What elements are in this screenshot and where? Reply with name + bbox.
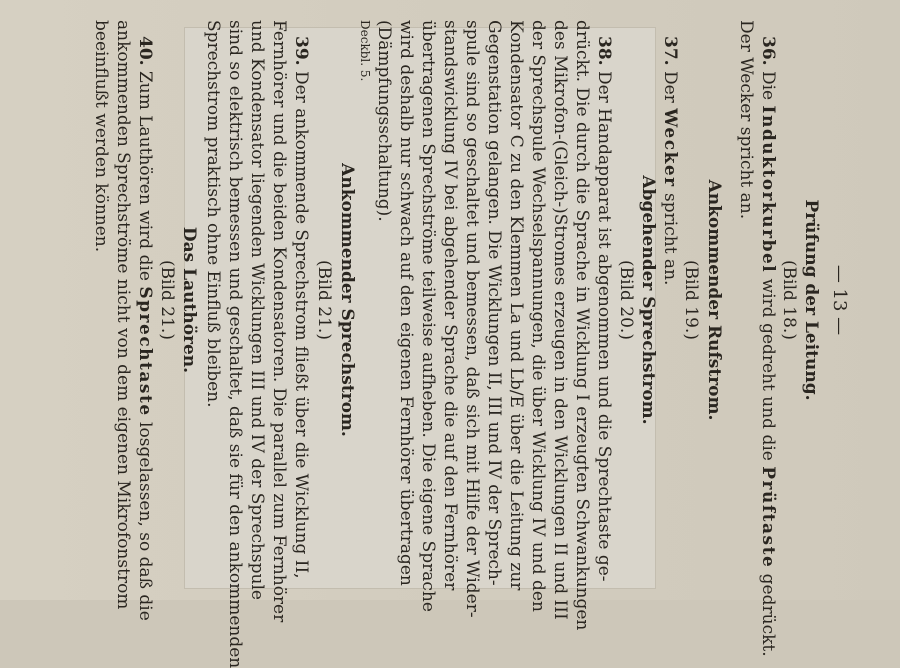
item-39-line-1: Fernhörer und die beiden Kondensatoren. Die parallel zum Fernhörer	[269, 20, 289, 623]
item-38-line-2: des Mikrofon-(Gleich-)Stromes erzeugen in den Wicklungen II und III	[550, 20, 570, 620]
item-36-text-a: Die	[758, 70, 778, 106]
item-38-line-6: spule sind so geschaltet und bemessen, daß sich mit Hilfe der Wider-	[462, 20, 482, 618]
item-36-number: 36.	[758, 36, 778, 66]
figure-ref-20: (Bild 20.)	[616, 260, 636, 340]
heading-lauthoeren: Das Lauthören.	[179, 226, 199, 374]
item-37-number: 37.	[660, 36, 680, 66]
item-39-line-3: sind so elektrisch bemessen und geschaltet, daß sie für den ankommenden	[225, 20, 245, 668]
item-36-text-c: wird gedreht und die	[758, 273, 778, 467]
item-40-text-a: Zum Lauthören wird die	[135, 70, 155, 287]
item-39-line-2: und Kondensator liegenden Wicklungen III und IV der Sprechspule	[247, 20, 267, 600]
item-38-line-0: Der Handapparat ist abgenommen und die Sprechtaste ge-	[594, 70, 614, 582]
figure-ref-21a: (Bild 21.)	[314, 260, 334, 340]
item-38-line-7: standswicklung IV bei abgehender Sprache die auf den Fernhörer	[440, 20, 460, 591]
item-40-text-c: losgelassen, so daß die	[135, 416, 155, 621]
heading-ankommender-sprech: Ankommender Sprechstrom.	[337, 163, 357, 437]
item-36	[757, 0, 779, 657]
item-40-first	[134, 0, 156, 636]
heading-pruefung: Prüfung der Leitung.	[801, 199, 821, 401]
figure-ref-21b: (Bild 21.)	[157, 260, 177, 340]
item-38-number: 38.	[594, 36, 614, 66]
item-38-line-1: drückt. Die durch die Sprache in Wicklung I erzeugten Schwankungen	[572, 20, 592, 631]
page-number: — 13 —	[829, 264, 850, 336]
heading-ankommender-ruf: Ankommender Rufstrom.	[704, 179, 724, 421]
item-38-first	[593, 0, 615, 636]
item-40-line-1: ankommenden Sprechströme nicht von dem eigenen Mikrofonstrom	[113, 20, 133, 610]
item-37-text-b: Wecker	[660, 108, 680, 188]
item-38-line-10: (Dämpfungsschaltung).	[374, 20, 394, 222]
deckblatt-label: Deckbl. 5.	[358, 20, 372, 82]
item-38-line-5: Gegenstation gelangen. Die Wicklungen II, III und IV der Sprech-	[484, 20, 504, 586]
item-36-line2: Der Wecker spricht an.	[736, 20, 756, 220]
item-37-text-a: Der	[660, 70, 680, 109]
item-36-text-d: Prüftaste	[758, 466, 778, 569]
item-39-line-0: Der ankommende Sprechstrom fließt über die Wicklung II,	[291, 70, 311, 579]
item-37-text-c: spricht an.	[660, 187, 680, 286]
item-40-line-2: beeinflußt werden können.	[91, 20, 111, 253]
item-39-first	[290, 0, 312, 636]
item-38-line-4: Kondensator C zu den Klemmen La und Lb/E über die Leitung zur	[506, 20, 526, 591]
item-36-text-e: gedrückt.	[758, 568, 778, 657]
item-40-text-b: Sprechtaste	[135, 286, 155, 417]
item-40-number: 40.	[135, 36, 155, 66]
item-37	[659, 0, 681, 636]
item-36-text-b: Induktorkurbel	[758, 105, 778, 274]
heading-abgehender: Abgehender Sprechstrom.	[638, 175, 658, 425]
figure-ref-19: (Bild 19.)	[681, 260, 701, 340]
item-38-line-3: der Sprechspule Wechselspannungen, die über Wicklung IV und den	[528, 20, 548, 612]
figure-ref-18: (Bild 18.)	[779, 260, 799, 340]
item-39-number: 39.	[291, 36, 311, 66]
item-38-line-8: übertragenen Sprechströme teilweise aufheben. Die eigene Sprache	[418, 20, 438, 612]
item-38-line-9: wird deshalb nur schwach auf den eigenen Fernhörer übertragen	[396, 20, 416, 586]
item-39-line-4: Sprechstrom praktisch ohne Einfluß bleiben.	[203, 20, 223, 408]
